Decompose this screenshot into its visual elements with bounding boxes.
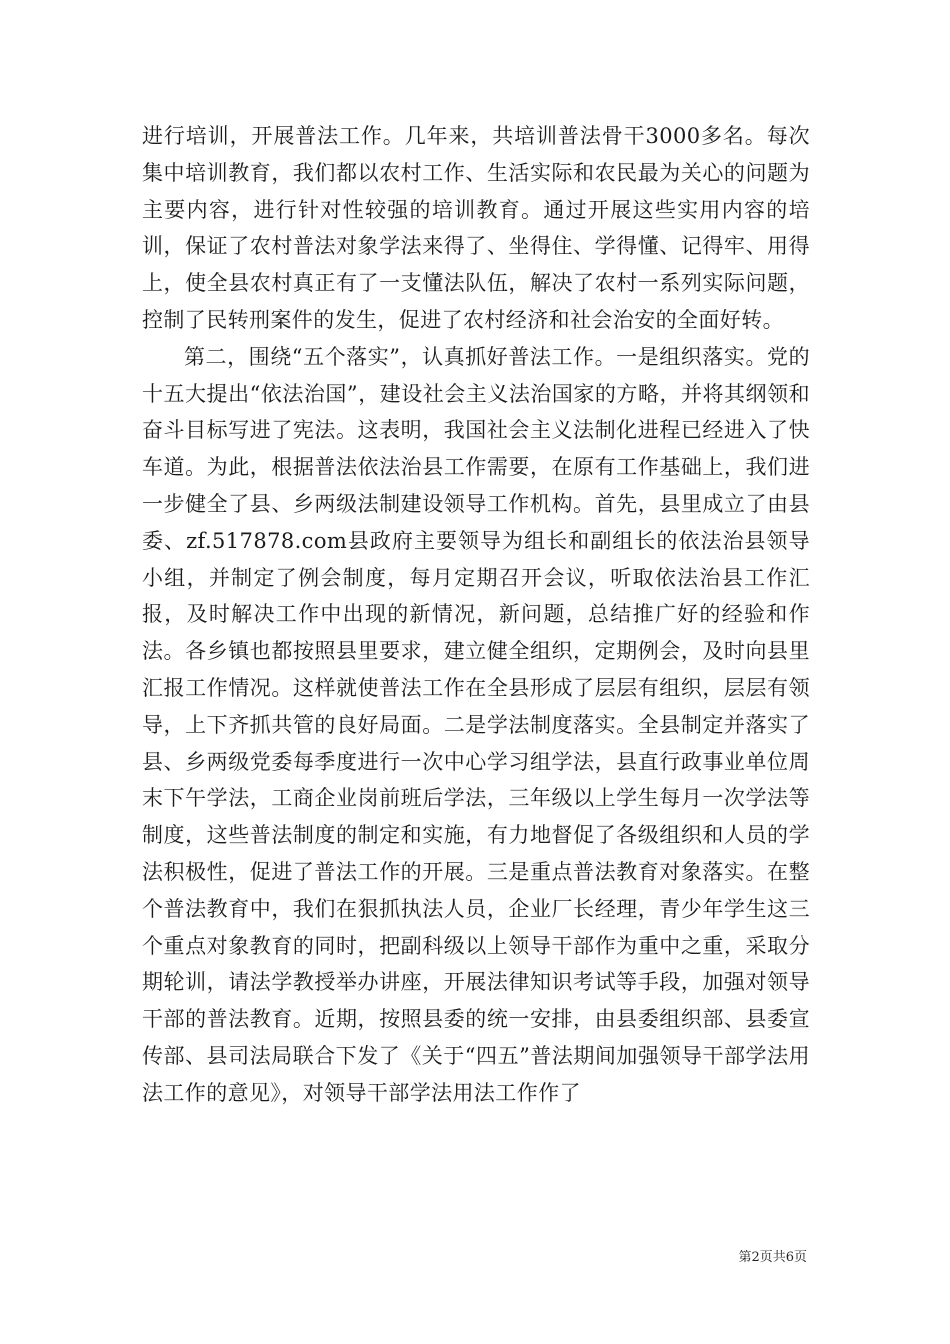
paragraph-continuation: 进行培训，开展普法工作。几年来，共培训普法骨干3000多名。每次集中培训教育，我们都以农村工作、生活实际和农民最为关心的问题为主要内容，进行针对性较强的培训教育。通过开展这些实用内容的培训，保证了农村普法对象学法来得了、坐得住、学得懂、记得牢、用得上，使全县农村真正有了一支懂法队伍，解决了农村一系列实际问题，控制了民转刑案件的发生，促进了农村经济和社会治安的全面好转。	[142, 124, 810, 332]
paragraph-five-implementations: 第二，围绕“五个落实”，认真抓好普法工作。一是组织落实。党的十五大提出“依法治国”，建设社会主义法治国家的方略，并将其纲领和奋斗目标写进了宪法。这表明，我国社会主义法制化进程已经进入了快车道。为此，根据普法依法治县工作需要，在原有工作基础上，我们进一步健全了县、乡两级法制建设领导工作机构。首先，县里成立了由县委、zf.517878.com县政府主要领导为组长和副组长的依法治县领导小组，并制定了例会制度，每月定期召开会议，听取依法治县工作汇报，及时解决工作中出现的新情况，新问题，总结推广好的经验和作法。各乡镇也都按照县里要求，建立健全组织，定期例会，及时向县里汇报工作情况。这样就使普法工作在全县形成了层层有组织，层层有领导，上下齐抓共管的良好局面。二是学法制度落实。全县制定并落实了县、乡两级党委每季度进行一次中心学习组学法，县直行政事业单位周末下午学法，工商企业岗前班后学法，三年级以上学生每月一次学法等制度，这些普法制度的制定和实施，有力地督促了各级组织和人员的学法积极性，促进了普法工作的开展。三是重点普法教育对象落实。在整个普法教育中，我们在狠抓执法人员，企业厂长经理，青少年学生这三个重点对象教育的同时，把副科级以上领导干部作为重中之重，采取分期轮训，请法学教授举办讲座，开展法律知识考试等手段，加强对领导干部的普法教育。近期，按照县委的统一安排，由县委组织部、县委宣传部、县司法局联合下发了《关于“四五”普法期间加强领导干部学法用法工作的意见》，对领导干部学法用法工作作了	[142, 344, 810, 1105]
page-number-footer: 第2页共6页	[738, 1250, 807, 1265]
document-body	[142, 118, 810, 1112]
